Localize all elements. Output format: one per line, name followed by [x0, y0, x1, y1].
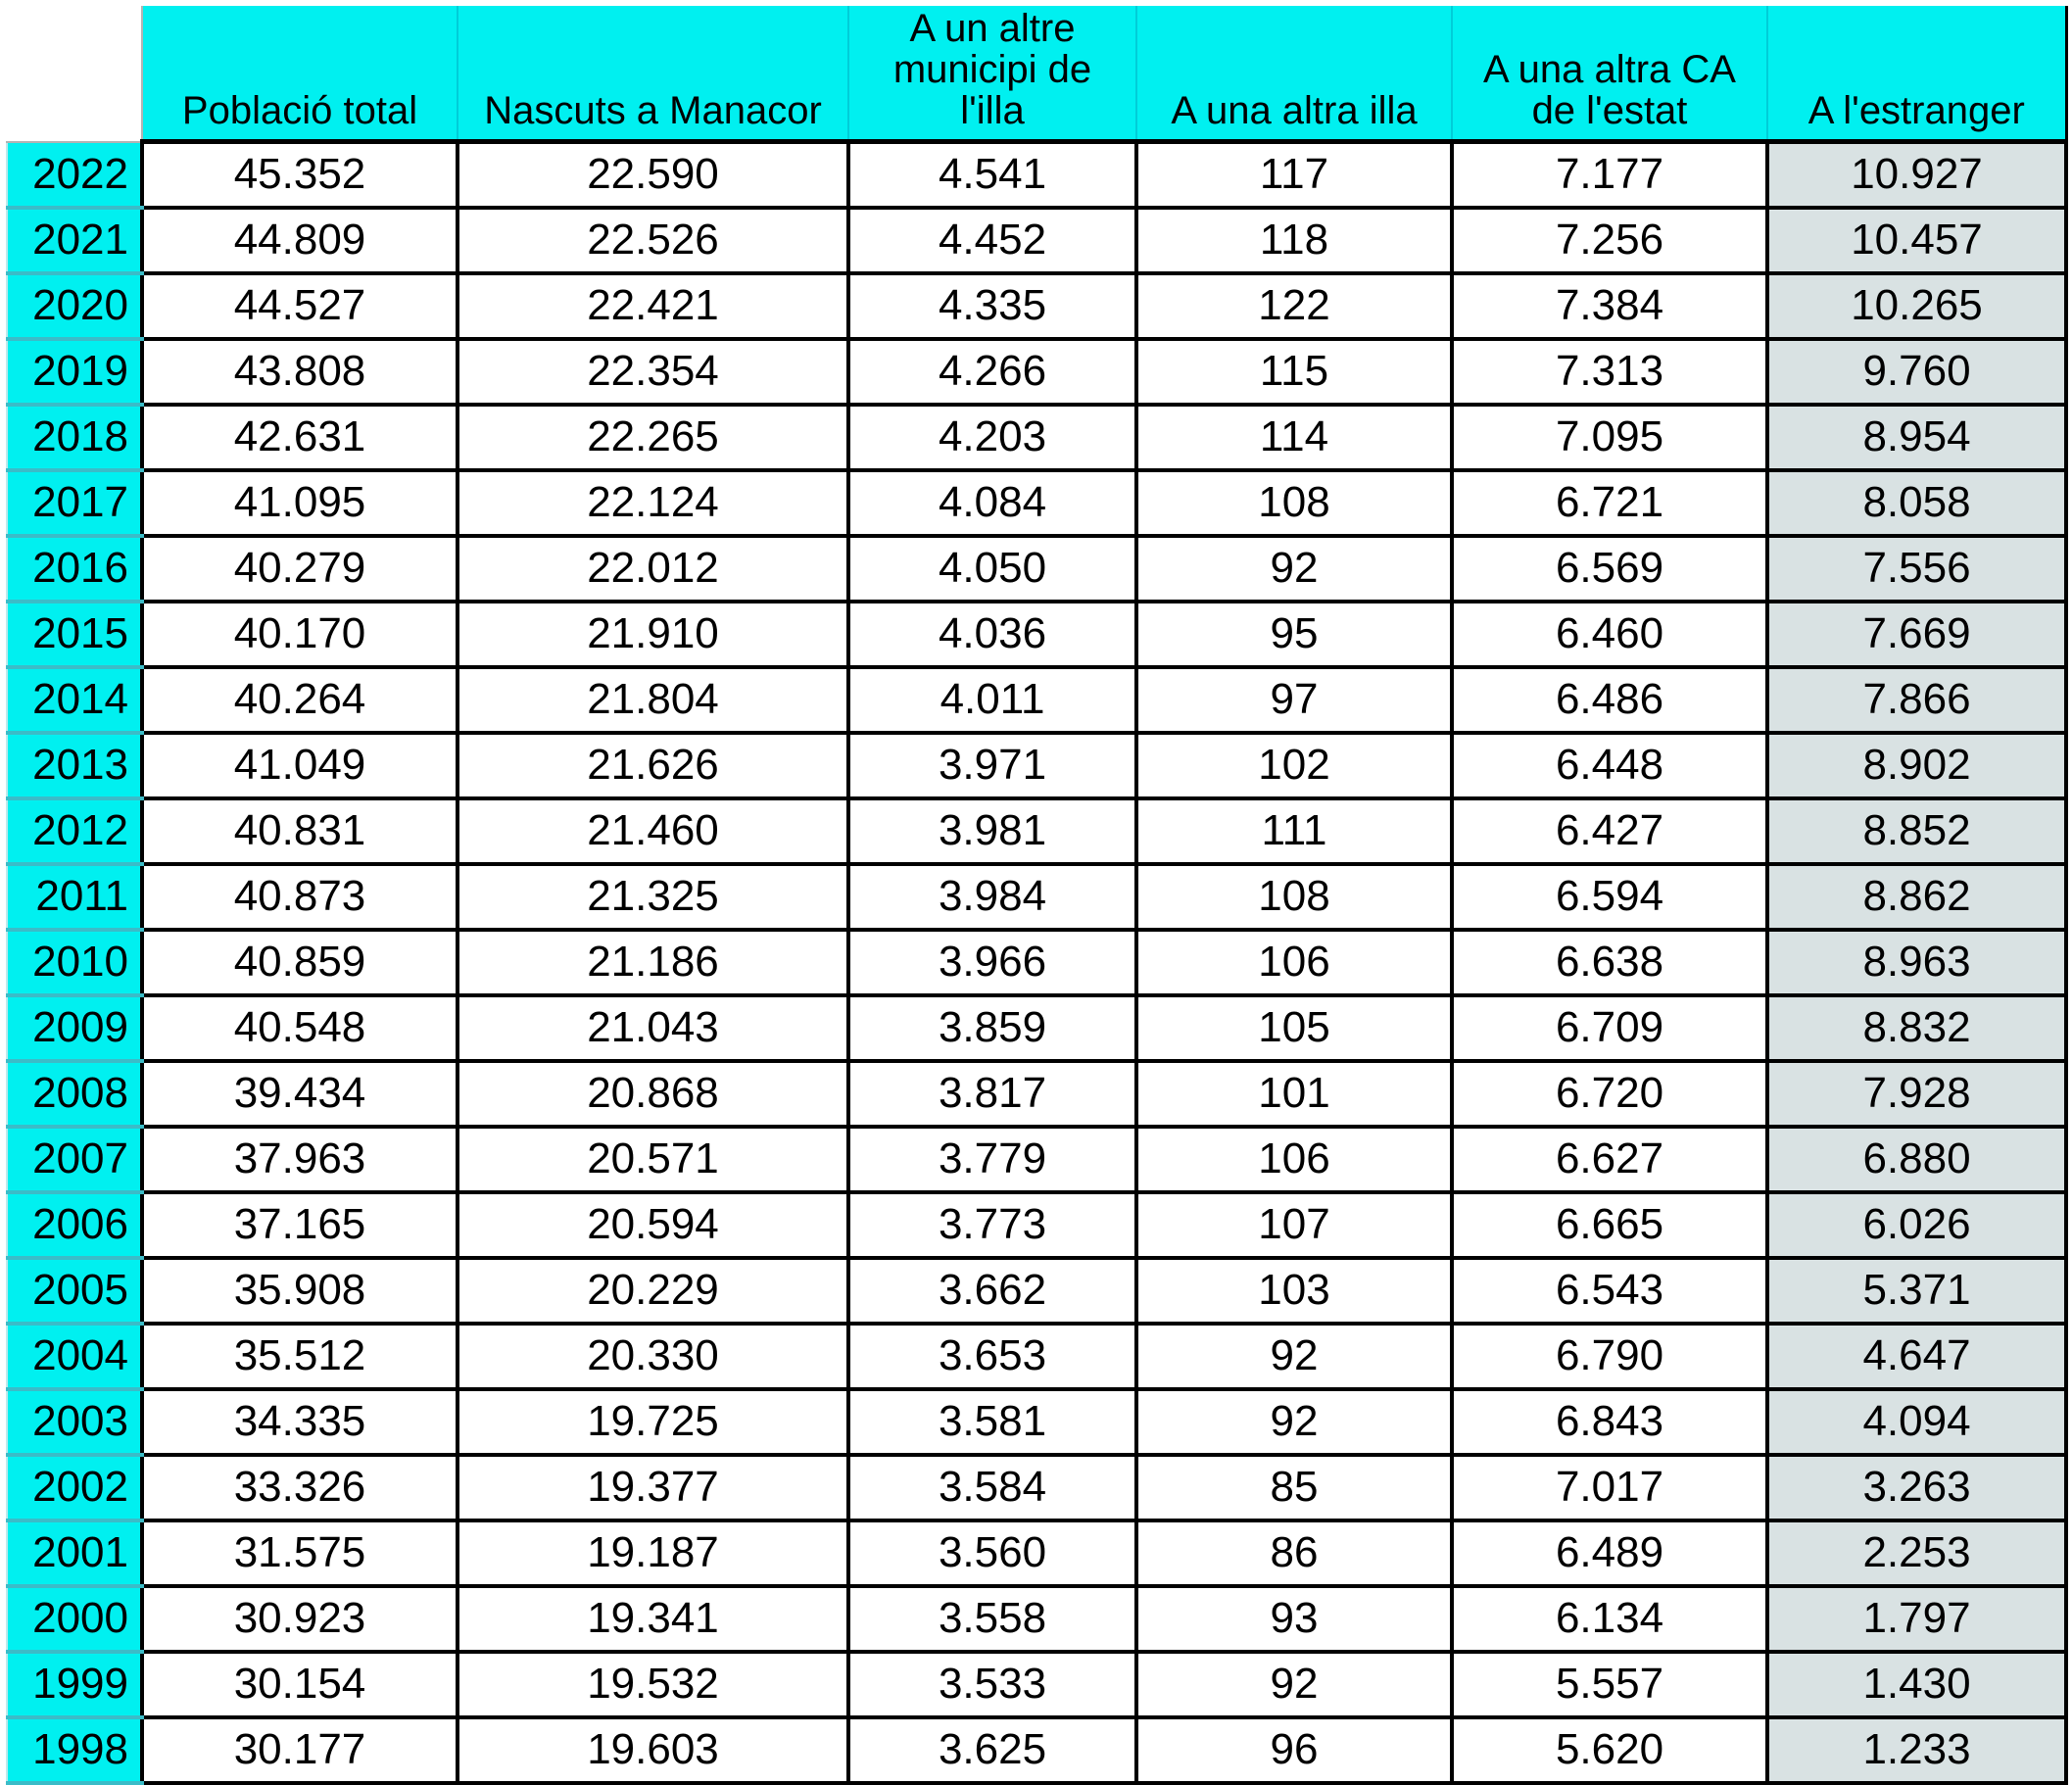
cell-altra-illa: 118	[1136, 208, 1452, 273]
cell-poblacio-total: 45.352	[142, 142, 458, 208]
row-year-label: 2011	[7, 864, 142, 930]
cell-poblacio-total: 44.527	[142, 273, 458, 339]
cell-estranger: 4.094	[1767, 1389, 2066, 1455]
cell-altra-illa: 117	[1136, 142, 1452, 208]
table-row	[7, 1258, 2066, 1324]
cell-altra-ca-estat: 6.448	[1452, 733, 1767, 798]
table-row	[7, 930, 2066, 995]
cell-altre-municipi-illa: 3.966	[848, 930, 1136, 995]
table-row	[7, 208, 2066, 273]
cell-altra-ca-estat: 6.427	[1452, 798, 1767, 864]
cell-nascuts-a-manacor: 22.265	[458, 405, 848, 470]
row-year-label: 2000	[7, 1586, 142, 1652]
cell-estranger: 8.832	[1767, 995, 2066, 1061]
row-year-label: 2004	[7, 1324, 142, 1389]
row-year-label: 2020	[7, 273, 142, 339]
cell-altre-municipi-illa: 4.050	[848, 536, 1136, 602]
row-year-label: 2002	[7, 1455, 142, 1520]
cell-altra-ca-estat: 6.543	[1452, 1258, 1767, 1324]
cell-altre-municipi-illa: 3.984	[848, 864, 1136, 930]
cell-altra-ca-estat: 6.709	[1452, 995, 1767, 1061]
cell-altre-municipi-illa: 3.773	[848, 1192, 1136, 1258]
cell-altre-municipi-illa: 4.084	[848, 470, 1136, 536]
cell-estranger: 2.253	[1767, 1520, 2066, 1586]
table-row	[7, 602, 2066, 667]
cell-altre-municipi-illa: 3.817	[848, 1061, 1136, 1127]
cell-poblacio-total: 42.631	[142, 405, 458, 470]
row-year-label: 2009	[7, 995, 142, 1061]
row-year-label: 2001	[7, 1520, 142, 1586]
cell-nascuts-a-manacor: 22.012	[458, 536, 848, 602]
row-year-label: 2006	[7, 1192, 142, 1258]
cell-estranger: 8.852	[1767, 798, 2066, 864]
cell-nascuts-a-manacor: 21.186	[458, 930, 848, 995]
cell-altra-ca-estat: 7.256	[1452, 208, 1767, 273]
cell-altra-ca-estat: 6.460	[1452, 602, 1767, 667]
cell-poblacio-total: 41.049	[142, 733, 458, 798]
cell-altre-municipi-illa: 4.203	[848, 405, 1136, 470]
cell-estranger: 7.866	[1767, 667, 2066, 733]
cell-estranger: 10.265	[1767, 273, 2066, 339]
cell-altre-municipi-illa: 4.011	[848, 667, 1136, 733]
cell-nascuts-a-manacor: 20.330	[458, 1324, 848, 1389]
cell-altra-ca-estat: 6.790	[1452, 1324, 1767, 1389]
cell-altra-illa: 92	[1136, 536, 1452, 602]
cell-altra-ca-estat: 7.095	[1452, 405, 1767, 470]
cell-altra-illa: 85	[1136, 1455, 1452, 1520]
header-poblacio-total: Població total	[142, 6, 458, 142]
cell-estranger: 7.928	[1767, 1061, 2066, 1127]
cell-altra-ca-estat: 7.177	[1452, 142, 1767, 208]
row-year-label: 2012	[7, 798, 142, 864]
cell-poblacio-total: 40.548	[142, 995, 458, 1061]
cell-altra-illa: 93	[1136, 1586, 1452, 1652]
cell-nascuts-a-manacor: 20.229	[458, 1258, 848, 1324]
cell-nascuts-a-manacor: 20.868	[458, 1061, 848, 1127]
row-year-label: 2013	[7, 733, 142, 798]
table-row	[7, 1586, 2066, 1652]
cell-altra-illa: 107	[1136, 1192, 1452, 1258]
cell-poblacio-total: 44.809	[142, 208, 458, 273]
cell-poblacio-total: 37.165	[142, 1192, 458, 1258]
row-year-label: 1999	[7, 1652, 142, 1717]
row-year-label: 2007	[7, 1127, 142, 1192]
cell-altra-illa: 105	[1136, 995, 1452, 1061]
header-altra-ca-estat: A una altra CA de l'estat	[1452, 6, 1767, 142]
cell-altre-municipi-illa: 3.859	[848, 995, 1136, 1061]
cell-nascuts-a-manacor: 19.187	[458, 1520, 848, 1586]
table-row	[7, 864, 2066, 930]
cell-altra-illa: 92	[1136, 1324, 1452, 1389]
cell-altre-municipi-illa: 4.452	[848, 208, 1136, 273]
cell-poblacio-total: 31.575	[142, 1520, 458, 1586]
cell-estranger: 10.927	[1767, 142, 2066, 208]
cell-altra-illa: 101	[1136, 1061, 1452, 1127]
table-row	[7, 1389, 2066, 1455]
cell-altre-municipi-illa: 3.560	[848, 1520, 1136, 1586]
cell-estranger: 1.233	[1767, 1717, 2066, 1783]
cell-altra-ca-estat: 6.134	[1452, 1586, 1767, 1652]
cell-nascuts-a-manacor: 19.532	[458, 1652, 848, 1717]
cell-poblacio-total: 30.177	[142, 1717, 458, 1783]
cell-poblacio-total: 39.434	[142, 1061, 458, 1127]
cell-altra-illa: 106	[1136, 1127, 1452, 1192]
cell-nascuts-a-manacor: 20.571	[458, 1127, 848, 1192]
cell-estranger: 4.647	[1767, 1324, 2066, 1389]
row-year-label: 2021	[7, 208, 142, 273]
header-nascuts-a-manacor: Nascuts a Manacor	[458, 6, 848, 142]
cell-estranger: 7.556	[1767, 536, 2066, 602]
cell-altra-illa: 122	[1136, 273, 1452, 339]
table-header	[7, 6, 2066, 142]
cell-altra-illa: 97	[1136, 667, 1452, 733]
corner-cell	[7, 6, 142, 142]
cell-altre-municipi-illa: 3.981	[848, 798, 1136, 864]
table-row	[7, 405, 2066, 470]
header-estranger: A l'estranger	[1767, 6, 2066, 142]
cell-altra-ca-estat: 6.627	[1452, 1127, 1767, 1192]
cell-altra-illa: 114	[1136, 405, 1452, 470]
cell-estranger: 8.862	[1767, 864, 2066, 930]
cell-poblacio-total: 40.264	[142, 667, 458, 733]
cell-estranger: 1.430	[1767, 1652, 2066, 1717]
cell-poblacio-total: 30.154	[142, 1652, 458, 1717]
row-year-label: 2005	[7, 1258, 142, 1324]
cell-altra-illa: 102	[1136, 733, 1452, 798]
cell-altra-ca-estat: 6.569	[1452, 536, 1767, 602]
cell-altra-ca-estat: 7.384	[1452, 273, 1767, 339]
cell-altra-ca-estat: 6.489	[1452, 1520, 1767, 1586]
cell-altra-ca-estat: 6.594	[1452, 864, 1767, 930]
cell-altra-ca-estat: 5.620	[1452, 1717, 1767, 1783]
cell-poblacio-total: 41.095	[142, 470, 458, 536]
cell-altre-municipi-illa: 3.533	[848, 1652, 1136, 1717]
cell-altra-illa: 92	[1136, 1652, 1452, 1717]
cell-altre-municipi-illa: 3.581	[848, 1389, 1136, 1455]
row-year-label: 1998	[7, 1717, 142, 1783]
cell-altra-illa: 108	[1136, 470, 1452, 536]
table-row	[7, 1520, 2066, 1586]
cell-poblacio-total: 33.326	[142, 1455, 458, 1520]
cell-nascuts-a-manacor: 22.421	[458, 273, 848, 339]
header-row	[7, 6, 2066, 142]
row-year-label: 2019	[7, 339, 142, 405]
cell-estranger: 6.026	[1767, 1192, 2066, 1258]
cell-poblacio-total: 40.873	[142, 864, 458, 930]
cell-poblacio-total: 40.279	[142, 536, 458, 602]
cell-estranger: 10.457	[1767, 208, 2066, 273]
cell-nascuts-a-manacor: 21.325	[458, 864, 848, 930]
row-year-label: 2017	[7, 470, 142, 536]
cell-altra-illa: 103	[1136, 1258, 1452, 1324]
cell-estranger: 6.880	[1767, 1127, 2066, 1192]
table-row	[7, 1324, 2066, 1389]
table-row	[7, 1061, 2066, 1127]
table-row	[7, 733, 2066, 798]
cell-poblacio-total: 40.170	[142, 602, 458, 667]
cell-altra-ca-estat: 6.720	[1452, 1061, 1767, 1127]
table-row	[7, 1192, 2066, 1258]
cell-altre-municipi-illa: 4.335	[848, 273, 1136, 339]
cell-nascuts-a-manacor: 19.725	[458, 1389, 848, 1455]
cell-nascuts-a-manacor: 21.460	[458, 798, 848, 864]
cell-altra-ca-estat: 5.557	[1452, 1652, 1767, 1717]
header-altre-municipi-illa: A un altre municipi de l'illa	[848, 6, 1136, 142]
cell-poblacio-total: 35.512	[142, 1324, 458, 1389]
cell-altra-ca-estat: 7.017	[1452, 1455, 1767, 1520]
cell-estranger: 3.263	[1767, 1455, 2066, 1520]
cell-estranger: 8.963	[1767, 930, 2066, 995]
cell-altre-municipi-illa: 3.584	[848, 1455, 1136, 1520]
cell-altre-municipi-illa: 4.541	[848, 142, 1136, 208]
row-year-label: 2010	[7, 930, 142, 995]
cell-poblacio-total: 34.335	[142, 1389, 458, 1455]
cell-poblacio-total: 30.923	[142, 1586, 458, 1652]
row-year-label: 2016	[7, 536, 142, 602]
cell-altra-illa: 108	[1136, 864, 1452, 930]
cell-altra-illa: 92	[1136, 1389, 1452, 1455]
cell-estranger: 9.760	[1767, 339, 2066, 405]
header-altra-illa: A una altra illa	[1136, 6, 1452, 142]
cell-nascuts-a-manacor: 21.910	[458, 602, 848, 667]
table-row	[7, 1455, 2066, 1520]
row-year-label: 2014	[7, 667, 142, 733]
table-row	[7, 142, 2066, 208]
cell-estranger: 5.371	[1767, 1258, 2066, 1324]
row-year-label: 2003	[7, 1389, 142, 1455]
cell-estranger: 8.902	[1767, 733, 2066, 798]
cell-nascuts-a-manacor: 19.603	[458, 1717, 848, 1783]
row-year-label: 2008	[7, 1061, 142, 1127]
row-year-label: 2015	[7, 602, 142, 667]
cell-altre-municipi-illa: 3.625	[848, 1717, 1136, 1783]
cell-nascuts-a-manacor: 22.526	[458, 208, 848, 273]
cell-altra-illa: 86	[1136, 1520, 1452, 1586]
cell-nascuts-a-manacor: 22.590	[458, 142, 848, 208]
cell-altra-ca-estat: 6.486	[1452, 667, 1767, 733]
cell-altra-illa: 111	[1136, 798, 1452, 864]
row-year-label: 2018	[7, 405, 142, 470]
table-row	[7, 470, 2066, 536]
cell-nascuts-a-manacor: 20.594	[458, 1192, 848, 1258]
table-row	[7, 339, 2066, 405]
table-row	[7, 798, 2066, 864]
cell-nascuts-a-manacor: 22.124	[458, 470, 848, 536]
table-row	[7, 273, 2066, 339]
cell-altra-ca-estat: 6.638	[1452, 930, 1767, 995]
cell-estranger: 7.669	[1767, 602, 2066, 667]
cell-nascuts-a-manacor: 21.804	[458, 667, 848, 733]
population-by-birthplace-table	[6, 6, 2068, 1785]
table-row	[7, 536, 2066, 602]
cell-altra-ca-estat: 7.313	[1452, 339, 1767, 405]
cell-poblacio-total: 40.859	[142, 930, 458, 995]
cell-altra-ca-estat: 6.843	[1452, 1389, 1767, 1455]
table-body	[7, 142, 2066, 1783]
cell-altra-illa: 115	[1136, 339, 1452, 405]
cell-nascuts-a-manacor: 22.354	[458, 339, 848, 405]
cell-altra-illa: 106	[1136, 930, 1452, 995]
cell-altra-illa: 95	[1136, 602, 1452, 667]
table-row	[7, 1127, 2066, 1192]
cell-nascuts-a-manacor: 21.043	[458, 995, 848, 1061]
cell-estranger: 8.058	[1767, 470, 2066, 536]
cell-altre-municipi-illa: 4.036	[848, 602, 1136, 667]
cell-altre-municipi-illa: 4.266	[848, 339, 1136, 405]
cell-estranger: 1.797	[1767, 1586, 2066, 1652]
cell-nascuts-a-manacor: 19.341	[458, 1586, 848, 1652]
cell-poblacio-total: 40.831	[142, 798, 458, 864]
row-year-label: 2022	[7, 142, 142, 208]
cell-altre-municipi-illa: 3.971	[848, 733, 1136, 798]
cell-altre-municipi-illa: 3.662	[848, 1258, 1136, 1324]
table-row	[7, 995, 2066, 1061]
cell-altra-ca-estat: 6.721	[1452, 470, 1767, 536]
table-row	[7, 1652, 2066, 1717]
cell-estranger: 8.954	[1767, 405, 2066, 470]
cell-altra-ca-estat: 6.665	[1452, 1192, 1767, 1258]
table-row	[7, 667, 2066, 733]
cell-altra-illa: 96	[1136, 1717, 1452, 1783]
cell-poblacio-total: 35.908	[142, 1258, 458, 1324]
cell-nascuts-a-manacor: 19.377	[458, 1455, 848, 1520]
cell-altre-municipi-illa: 3.653	[848, 1324, 1136, 1389]
cell-altre-municipi-illa: 3.558	[848, 1586, 1136, 1652]
table-row	[7, 1717, 2066, 1783]
cell-nascuts-a-manacor: 21.626	[458, 733, 848, 798]
cell-poblacio-total: 37.963	[142, 1127, 458, 1192]
cell-altre-municipi-illa: 3.779	[848, 1127, 1136, 1192]
cell-poblacio-total: 43.808	[142, 339, 458, 405]
